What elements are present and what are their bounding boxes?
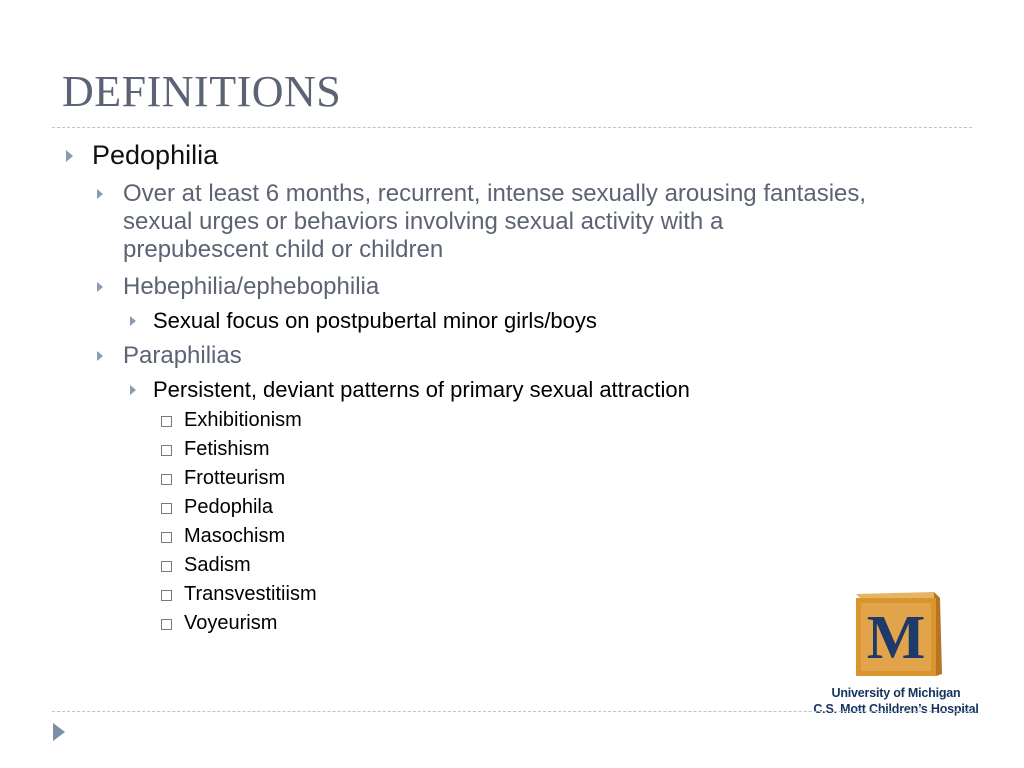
list-item: Voyeurism bbox=[184, 612, 278, 634]
definition-line-1: Over at least 6 months, recurrent, intense sexually arousing fantasies, bbox=[123, 180, 867, 207]
hebephilia-description: Sexual focus on postpubertal minor girls/boys bbox=[153, 308, 597, 333]
footer-divider bbox=[52, 711, 972, 712]
list-item: Sadism bbox=[184, 554, 251, 576]
bullet-arrow-icon bbox=[130, 385, 136, 395]
slide-title: DEFINITIONS bbox=[62, 67, 342, 116]
wooden-block-icon bbox=[850, 590, 946, 682]
list-item: Exhibitionism bbox=[184, 409, 302, 431]
square-bullet-icon bbox=[161, 561, 172, 572]
bullet-hebephilia: Hebephilia/ephebophilia bbox=[123, 273, 380, 300]
square-bullet-icon bbox=[161, 532, 172, 543]
bullet-paraphilias: Paraphilias bbox=[123, 342, 242, 369]
bullet-pedophilia: Pedophilia bbox=[92, 140, 219, 170]
definition-line-3: prepubescent child or children bbox=[123, 236, 444, 263]
square-bullet-icon bbox=[161, 503, 172, 514]
title-divider bbox=[52, 127, 972, 128]
list-item: Transvestitiism bbox=[184, 583, 317, 605]
square-bullet-icon bbox=[161, 445, 172, 456]
list-item: Pedophila bbox=[184, 496, 273, 518]
square-bullet-icon bbox=[161, 590, 172, 601]
logo-line-2: C.S. Mott Children’s Hospital bbox=[813, 702, 979, 716]
bullet-arrow-icon bbox=[97, 189, 103, 199]
definition-line-2: sexual urges or behaviors involving sexual activity with a bbox=[123, 208, 724, 235]
bullet-arrow-icon bbox=[130, 316, 136, 326]
slide-marker-icon bbox=[53, 723, 65, 741]
paraphilias-description: Persistent, deviant patterns of primary sexual attraction bbox=[153, 377, 690, 402]
square-bullet-icon bbox=[161, 619, 172, 630]
logo-line-1: University of Michigan bbox=[831, 686, 961, 700]
square-bullet-icon bbox=[161, 474, 172, 485]
list-item: Frotteurism bbox=[184, 467, 286, 489]
list-item: Fetishism bbox=[184, 438, 270, 460]
bullet-arrow-icon bbox=[97, 351, 103, 361]
logo-letter: M bbox=[866, 604, 926, 672]
university-logo bbox=[808, 588, 984, 720]
list-item: Masochism bbox=[184, 525, 286, 547]
bullet-arrow-icon bbox=[97, 282, 103, 292]
square-bullet-icon bbox=[161, 416, 172, 427]
bullet-arrow-icon bbox=[66, 150, 73, 162]
